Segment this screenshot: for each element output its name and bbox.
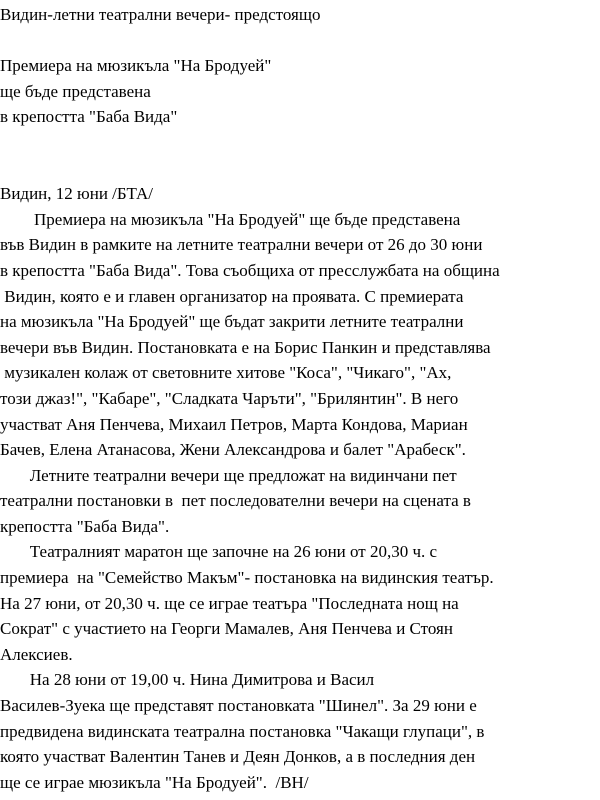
body-line: на мюзикъла "На Бродуей" ще бъдат закрити летните театрални xyxy=(0,312,464,332)
body-line: ще се играе мюзикъла "На Бродуей". /ВН/ xyxy=(0,772,309,792)
dateline: Видин, 12 юни /БТА/ xyxy=(0,184,153,204)
body-line: в крепостта "Баба Вида". Това съобщиха от пресслужбата на община xyxy=(0,260,500,280)
title-line: ще бъде представена xyxy=(0,81,151,101)
body-line: крепостта "Баба Вида". xyxy=(0,516,170,536)
body-line: Видин, която е и главен организатор на проявата. С премиерата xyxy=(0,286,464,306)
body-line: Василев-Зуека ще представят постановката "Шинел". За 29 юни е xyxy=(0,696,477,716)
body-line: която участват Валентин Танев и Деян Донков, а в последния ден xyxy=(0,747,476,767)
body-line: Театралният маратон ще започне на 26 юни от 20,30 ч. с xyxy=(0,542,438,562)
blank-line xyxy=(0,130,600,156)
body-line: Алексиев. xyxy=(0,644,73,664)
body-line: Премиера на мюзикъла "На Бродуей" ще бъде представена xyxy=(0,209,461,229)
body-line: вечери във Видин. Постановката е на Борис Панкин и представлява xyxy=(0,337,491,357)
body-line: премиера на "Семейство Макъм"- постановка на видинския театър. xyxy=(0,568,494,588)
body-line: този джаз!", "Кабаре", "Сладката Чаръти", "Брилянтин". В него xyxy=(0,388,459,408)
blank-line xyxy=(0,156,600,182)
document-heading: Видин-летни театрални вечери- предстоящо xyxy=(0,5,321,24)
title-line: Премиера на мюзикъла "На Бродуей" xyxy=(0,56,272,76)
body-line: Сократ" с участието на Георги Мамалев, Аня Пенчева и Стоян xyxy=(0,619,453,639)
body-line: участват Аня Пенчева, Михаил Петров, Марта Кондова, Мариан xyxy=(0,414,468,434)
blank-line xyxy=(0,28,600,54)
body-line: във Видин в рамките на летните театрални вечери от 26 до 30 юни xyxy=(0,235,483,255)
body-line: На 28 юни от 19,00 ч. Нина Димитрова и Васил xyxy=(0,670,375,690)
body-line: Летните театрални вечери ще предложат на видинчани пет xyxy=(0,465,457,485)
body-line: театрални постановки в пет последователни вечери на сцената в xyxy=(0,491,471,511)
body-line: музикален колаж от световните хитове "Коса", "Чикаго", "Ах, xyxy=(0,363,452,383)
body-line: Бачев, Елена Атанасова, Жени Александрова и балет "Арабеск". xyxy=(0,440,466,460)
body-line: На 27 юни, от 20,30 ч. ще се играе театъра "Последната нощ на xyxy=(0,593,459,613)
title-line: в крепостта "Баба Вида" xyxy=(0,107,178,127)
body-line: предвидена видинската театрална постановка "Чакащи глупаци", в xyxy=(0,721,485,741)
